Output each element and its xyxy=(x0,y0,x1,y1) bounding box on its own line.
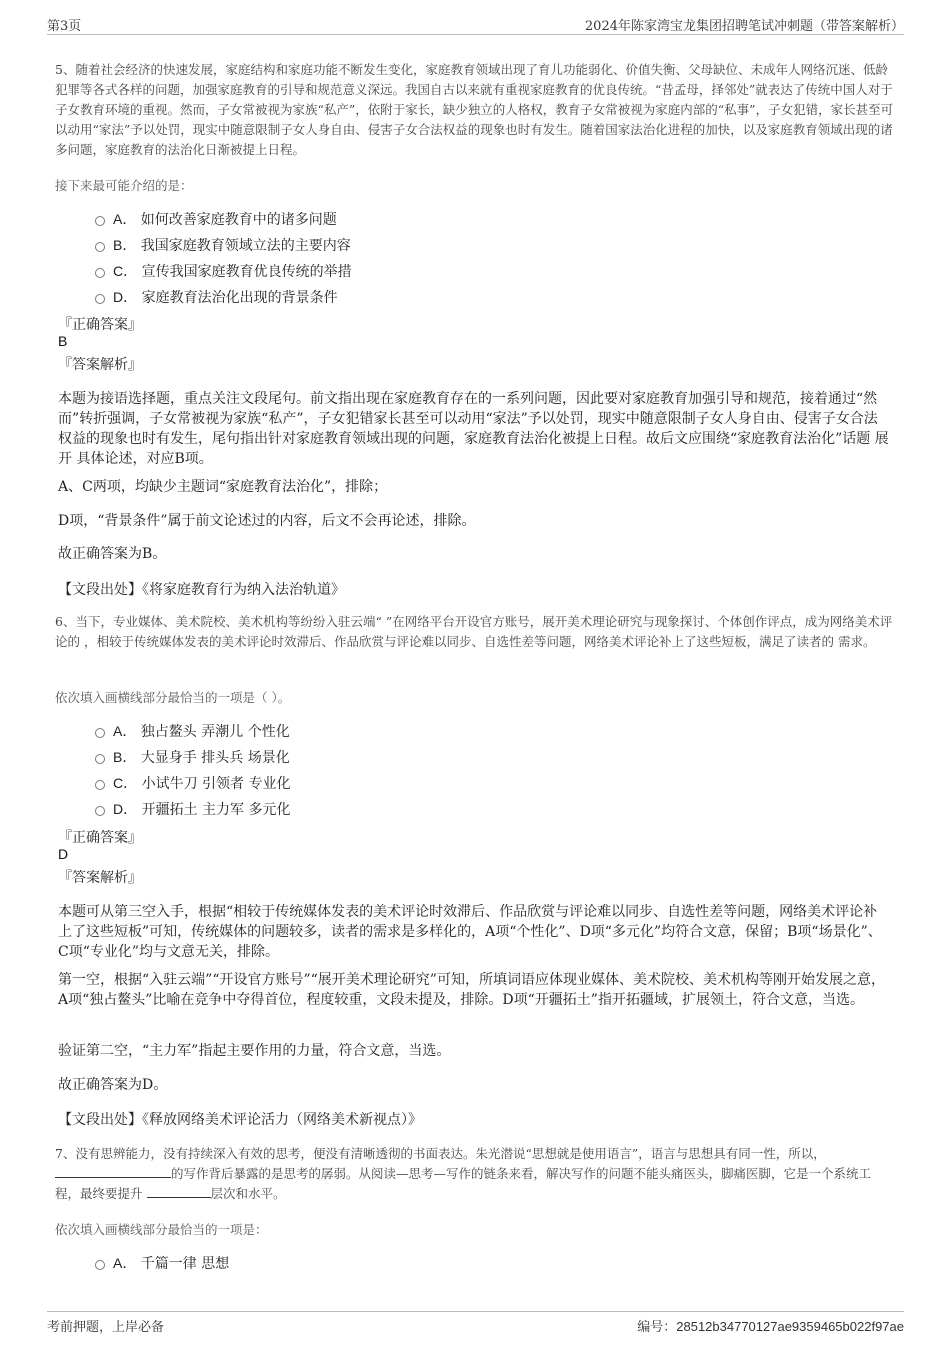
radio-icon[interactable] xyxy=(95,216,105,226)
analysis-paragraph: 故正确答案为D。 xyxy=(58,1077,168,1093)
option-d[interactable]: D． 开疆拓土 主力军 多元化 xyxy=(95,799,290,825)
footer-slogan: 考前押题，上岸必备 xyxy=(47,1320,165,1335)
option-b[interactable]: B． 我国家庭教育领域立法的主要内容 xyxy=(95,235,352,261)
analysis-paragraph: D项，“背景条件”属于前文论述过的内容，后文不会再论述，排除。 xyxy=(58,513,476,529)
source-citation: 【文段出处】《将家庭教育行为纳入法治轨道》 xyxy=(58,582,345,598)
document-title: 2024年陈家湾宝龙集团招聘笔试冲刺题（带答案解析） xyxy=(584,19,904,34)
page-footer xyxy=(47,1311,904,1334)
correct-answer-label: 『正确答案』 xyxy=(58,317,142,333)
analysis-paragraph: 故正确答案为B。 xyxy=(58,546,167,562)
question-5-prompt: 接下来最可能介绍的是： xyxy=(55,178,193,193)
correct-answer-label: 『正确答案』 xyxy=(58,830,142,846)
option-a[interactable]: A． 独占鳌头 弄潮儿 个性化 xyxy=(95,721,290,747)
radio-icon[interactable] xyxy=(95,780,105,790)
document-id: 编号：28512b34770127ae9359465b022f97ae xyxy=(637,1319,904,1334)
correct-answer-value: D xyxy=(58,846,69,862)
option-a[interactable]: A． 千篇一律 思想 xyxy=(95,1253,229,1279)
option-b[interactable]: B． 大显身手 排头兵 场景化 xyxy=(95,747,290,773)
question-6-text: 6、当下，专业媒体、美术院校、美术机构等纷纷入驻云端“ ”在网络平台开设官方账号，展开美术理论研究与现象探讨、个体创作评点，成为网络美术评论的 ，相较于传统媒体发表的美术评论时效滞后、作品欣赏与评论难以同步、自选性差等问题，网络美术评论补上了这些短板，满足了读者的 需求。 xyxy=(55,614,893,649)
radio-icon[interactable] xyxy=(95,242,105,252)
analysis-paragraph: 本题为接语选择题，重点关注文段尾句。前文指出现在家庭教育存在的一系列问题，因此要对家庭教育加强引导和规范，接着通过“然而”转折强调，子女常被视为家族“私产”，子女犯错家长甚至可以动用“家法”予以处罚，现实中随意限制子女人身自由、侵害子女合法权益的现象也时有发生，尾句指出针对家庭教育领域出现的问题，家庭教育法治化被提上日程。故后文应围绕“家庭教育法治化”话题 展开 具体论述，对应B项。 xyxy=(58,391,889,467)
option-c[interactable]: C． 小试牛刀 引领者 专业化 xyxy=(95,773,290,799)
question-5-options xyxy=(95,209,352,313)
radio-icon[interactable] xyxy=(95,268,105,278)
radio-icon[interactable] xyxy=(95,1260,105,1270)
analysis-paragraph: A、C两项，均缺少主题词“家庭教育法治化”，排除； xyxy=(58,479,388,495)
correct-answer-value: B xyxy=(58,333,68,349)
question-7-prompt: 依次填入画横线部分最恰当的一项是： xyxy=(55,1222,268,1237)
analysis-paragraph: 本题可从第三空入手，根据“相较于传统媒体发表的美术评论时效滞后、作品欣赏与评论难以同步、自选性差等问题，网络美术评论补上了这些短板”可知，传统媒体的问题较多，读者的需求是多样化的，A项“个性化”、D项“多元化”均符合文意，保留；B项“场景化”、C项“专业化”均与文意无关，排除。 xyxy=(58,904,882,960)
radio-icon[interactable] xyxy=(95,728,105,738)
radio-icon[interactable] xyxy=(95,754,105,764)
question-6-prompt: 依次填入画横线部分最恰当的一项是（ ）。 xyxy=(55,690,291,705)
page-header xyxy=(47,12,904,35)
question-5-text: 5、随着社会经济的快速发展，家庭结构和家庭功能不断发生变化，家庭教育领域出现了育儿功能弱化、价值失衡、父母缺位、未成年人网络沉迷、低龄犯罪等各式各样的问题，加强家庭教育的引导和规范意义深远。我国自古以来就有重视家庭教育的优良传统。“昔孟母，择邻处”就表达了传统中国人对于子女教育环境的重视。然而，子女常被视为家族“私产”，依附于家长，缺少独立的人格权，教育子女常被视为家庭内部的“私事”，子女犯错，家长甚至可以动用“家法”予以处罚，现实中随意限制子女人身自由、侵害子女合法权益的现象也时有发生。随着国家法治化进程的加快，以及家庭教育领域出现的诸多问题，家庭教育的法治化日渐被提上日程。 xyxy=(55,62,894,157)
fill-blank xyxy=(147,1185,211,1198)
fill-blank xyxy=(55,1165,171,1178)
question-7-options xyxy=(95,1253,229,1279)
analysis-label: 『答案解析』 xyxy=(58,870,142,886)
analysis-label: 『答案解析』 xyxy=(58,357,142,373)
page-number: 第3页 xyxy=(47,19,82,34)
option-c[interactable]: C． 宣传我国家庭教育优良传统的举措 xyxy=(95,261,352,287)
radio-icon[interactable] xyxy=(95,294,105,304)
analysis-paragraph: 第一空，根据“入驻云端”“开设官方账号”“展开美术理论研究”可知，所填词语应体现业媒体、美术院校、美术机构等刚开始发展之意，A项“独占鳌头”比喻在竞争中夺得首位，程度较重，文段未提及，排除。D项“开疆拓土”指开拓疆域，扩展领土，符合文意，当选。 xyxy=(58,972,885,1008)
question-6-options xyxy=(95,721,290,825)
analysis-paragraph: 验证第二空，“主力军”指起主要作用的力量，符合文意，当选。 xyxy=(58,1043,451,1059)
radio-icon[interactable] xyxy=(95,806,105,816)
question-7-text: 7、没有思辨能力，没有持续深入有效的思考，便没有清晰透彻的书面表达。朱光潜说“思想就是使用语言”，语言与思想具有同一性，所以，的写作背后暴露的是思考的孱弱。从阅读—思考—写作的链条来看，解决写作的问题不能头痛医头，脚痛医脚，它是一个系统工程，最终要提升 层次和水平。 xyxy=(55,1146,872,1201)
option-d[interactable]: D． 家庭教育法治化出现的背景条件 xyxy=(95,287,352,313)
source-citation: 【文段出处】《释放网络美术评论活力（网络美术新视点）》 xyxy=(58,1112,422,1128)
option-a[interactable]: A． 如何改善家庭教育中的诸多问题 xyxy=(95,209,352,235)
